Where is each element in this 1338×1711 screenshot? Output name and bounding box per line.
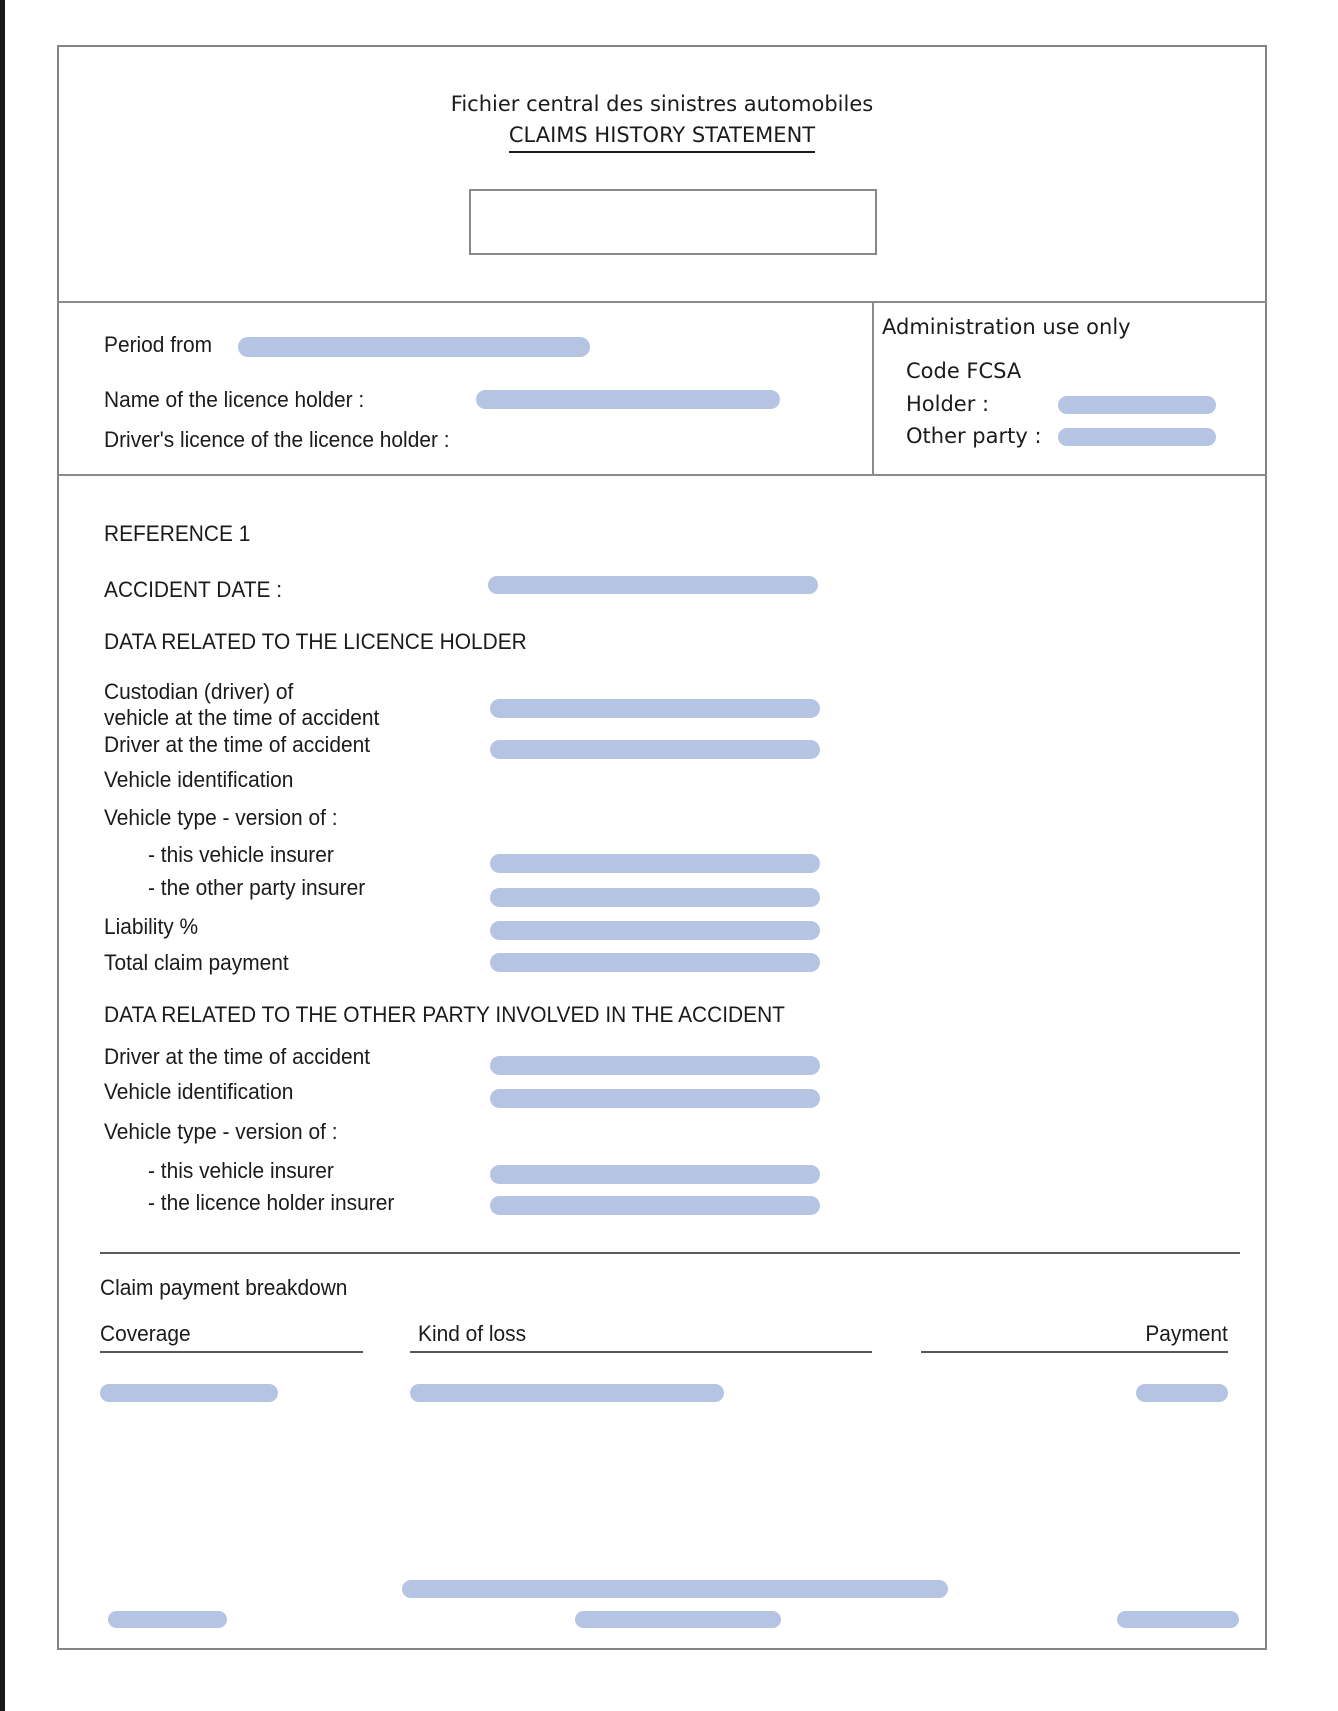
total-claim-label: Total claim payment (104, 950, 289, 975)
admin-use-only-title: Administration use only (882, 315, 1131, 339)
code-fcsa-holder-redaction (1058, 396, 1216, 414)
custodian-label-line1: Custodian (driver) of (104, 679, 294, 704)
op-licence-holder-insurer-label: - the licence holder insurer (148, 1190, 395, 1215)
op-this-vehicle-insurer-label: - this vehicle insurer (148, 1158, 334, 1183)
op-this-vehicle-insurer-redaction (490, 1165, 820, 1184)
kind-of-loss-value-redaction (410, 1384, 724, 1402)
code-fcsa-other-party-label: Other party : (906, 424, 1042, 448)
kind-of-loss-column-underline (410, 1351, 872, 1353)
footer-wide-redaction (402, 1580, 948, 1598)
lh-vehicle-id-label: Vehicle identification (104, 767, 294, 792)
admin-cell-divider (872, 301, 874, 476)
op-licence-holder-insurer-redaction (490, 1196, 820, 1215)
lh-other-party-insurer-label: - the other party insurer (148, 875, 366, 900)
lh-other-party-insurer-redaction (490, 888, 820, 907)
header-divider (58, 301, 1266, 303)
period-section-divider (58, 474, 1266, 476)
code-fcsa-other-party-redaction (1058, 428, 1216, 446)
lh-this-vehicle-insurer-label: - this vehicle insurer (148, 842, 334, 867)
breakdown-top-rule (100, 1252, 1240, 1254)
breakdown-col-kind-of-loss: Kind of loss (418, 1321, 527, 1346)
coverage-column-underline (100, 1351, 363, 1353)
breakdown-title: Claim payment breakdown (100, 1275, 348, 1300)
code-fcsa-label: Code FCSA (906, 359, 1022, 383)
op-vehicle-id-redaction (490, 1089, 820, 1108)
footer-right-redaction (1117, 1611, 1239, 1628)
document-title-english-text: CLAIMS HISTORY STATEMENT (509, 122, 815, 153)
accident-date-label: ACCIDENT DATE : (104, 577, 283, 602)
period-from-label: Period from (104, 332, 213, 357)
op-vehicle-id-label: Vehicle identification (104, 1079, 294, 1104)
accident-date-redaction (488, 576, 818, 594)
lh-this-vehicle-insurer-redaction (490, 854, 820, 873)
custodian-redaction (490, 699, 820, 718)
breakdown-col-coverage: Coverage (100, 1321, 191, 1346)
lh-driver-label: Driver at the time of accident (104, 732, 371, 757)
op-driver-redaction (490, 1056, 820, 1075)
licence-holder-name-redaction (476, 390, 780, 409)
lh-vehicle-type-label: Vehicle type - version of : (104, 805, 338, 830)
coverage-value-redaction (100, 1384, 278, 1402)
licence-holder-data-heading: DATA RELATED TO THE LICENCE HOLDER (104, 629, 527, 654)
document-title-english (57, 122, 1267, 153)
custodian-label-line2: vehicle at the time of accident (104, 705, 380, 730)
licence-holder-name-label: Name of the licence holder : (104, 387, 365, 412)
op-driver-label: Driver at the time of accident (104, 1044, 371, 1069)
payment-column-underline (921, 1351, 1228, 1353)
total-claim-redaction (490, 953, 820, 972)
liability-label: Liability % (104, 914, 199, 939)
footer-middle-redaction (575, 1611, 781, 1628)
drivers-licence-label: Driver's licence of the licence holder : (104, 427, 450, 452)
code-fcsa-holder-label: Holder : (906, 392, 990, 416)
reference-number-box (469, 189, 877, 255)
payment-value-redaction (1136, 1384, 1228, 1402)
other-party-data-heading: DATA RELATED TO THE OTHER PARTY INVOLVED IN THE ACCIDENT (104, 1002, 785, 1027)
period-from-redaction (238, 337, 590, 357)
breakdown-col-payment: Payment (1145, 1321, 1228, 1346)
lh-driver-redaction (490, 740, 820, 759)
screen-left-edge (0, 0, 5, 1711)
document-title-french: Fichier central des sinistres automobiles (450, 92, 874, 116)
op-vehicle-type-label: Vehicle type - version of : (104, 1119, 338, 1144)
footer-left-redaction (108, 1611, 227, 1628)
reference-1-heading: REFERENCE 1 (104, 521, 251, 546)
liability-redaction (490, 921, 820, 940)
